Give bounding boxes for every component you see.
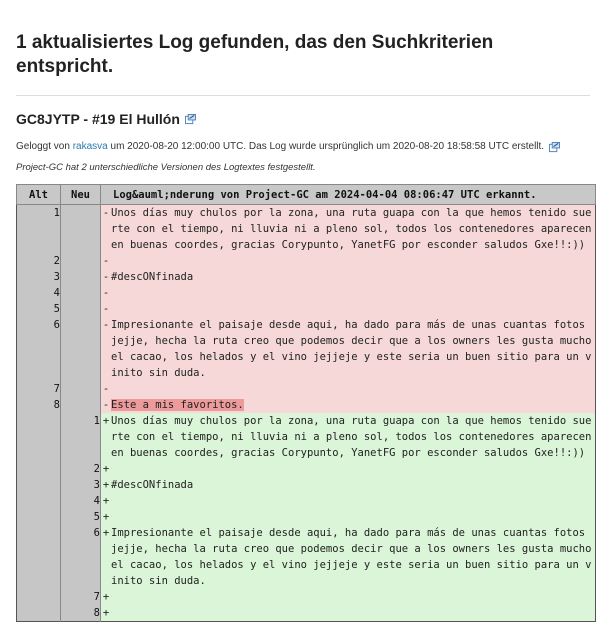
- removed-line-text: Unos días muy chulos por la zona, una ruta guapa con la que hemos tenido suerte con el tiempo, ni lluvia ni a pleno sol, todos los contenedores aparecen en buenas coordes, gracias Corypunto, YanetFG por esconder saludos Gxe!!:)): [111, 205, 596, 254]
- new-line-number: [61, 381, 101, 397]
- new-line-number: [61, 317, 101, 381]
- removed-marker: -: [101, 285, 112, 301]
- removed-line-text: [111, 285, 596, 301]
- added-line-text: [111, 605, 596, 622]
- diff-row: [17, 525, 596, 589]
- added-marker: +: [101, 525, 112, 589]
- diff-header-text: Log&auml;nderung von Project-GC am 2024-04-04 08:06:47 UTC erkannt.: [101, 185, 596, 205]
- version-note: Project-GC hat 2 unterschiedliche Versionen des Logtextes festgestellt.: [16, 162, 316, 173]
- removed-marker: -: [101, 397, 112, 413]
- meta-prefix: Geloggt von: [16, 141, 70, 152]
- removed-line-text: [111, 397, 596, 413]
- old-line-number: [17, 413, 61, 461]
- new-line-number: [61, 397, 101, 413]
- new-line-number: [61, 301, 101, 317]
- old-line-number: 7: [17, 381, 61, 397]
- old-line-number: 8: [17, 397, 61, 413]
- removed-line-text: [111, 301, 596, 317]
- added-line-text: Impresionante el paisaje desde aqui, ha dado para más de unas cuantas fotos jejje, hecha la ruta creo que podemos decir que a los owners les gusta mucho el cacao, los helados y el vino jejjeje y este seria un buen sitio para un vinito sin duda.: [111, 527, 598, 587]
- removed-line-text: #descONfinada: [111, 269, 596, 285]
- log-meta: [16, 140, 590, 154]
- diff-row: [17, 269, 596, 285]
- author-link[interactable]: rakasva: [72, 141, 108, 152]
- added-marker: +: [101, 477, 112, 493]
- diff-row: [17, 205, 596, 254]
- new-line-number: [61, 269, 101, 285]
- removed-line-text: [111, 381, 596, 397]
- external-link-icon[interactable]: [549, 142, 560, 153]
- diff-row: [17, 509, 596, 525]
- diff-row: [17, 381, 596, 397]
- diff-row: [17, 253, 596, 269]
- diff-row: [17, 397, 596, 413]
- added-marker: +: [101, 605, 112, 622]
- old-line-number: [17, 477, 61, 493]
- added-line-text: #descONfinada: [111, 477, 596, 493]
- new-line-number: 3: [61, 477, 101, 493]
- removed-marker: -: [101, 269, 112, 285]
- old-line-number: 4: [17, 285, 61, 301]
- new-line-number: 7: [61, 589, 101, 605]
- old-line-number: [17, 605, 61, 622]
- old-line-number: [17, 589, 61, 605]
- added-line-text: Unos días muy chulos por la zona, una ruta guapa con la que hemos tenido suerte con el tiempo, ni lluvia ni a pleno sol, todos los contenedores aparecen en buenas coordes, gracias Corypunto, YanetFG por esconder saludos Gxe!!:)): [111, 415, 598, 459]
- removed-marker: -: [101, 253, 112, 269]
- old-line-number: 5: [17, 301, 61, 317]
- old-line-number: 3: [17, 269, 61, 285]
- removed-marker: -: [101, 301, 112, 317]
- removed-marker: -: [101, 205, 112, 254]
- old-line-number: [17, 509, 61, 525]
- added-line-text: [111, 509, 596, 525]
- new-line-number: 2: [61, 461, 101, 477]
- diff-row: [17, 493, 596, 509]
- added-line-text: [111, 461, 596, 477]
- added-marker: +: [101, 509, 112, 525]
- old-line-number: 2: [17, 253, 61, 269]
- old-line-number: 6: [17, 317, 61, 381]
- new-line-number: [61, 205, 101, 254]
- new-line-number: [61, 285, 101, 301]
- diff-row: [17, 477, 596, 493]
- diff-row: [17, 285, 596, 301]
- new-line-number: 4: [61, 493, 101, 509]
- old-line-number: [17, 525, 61, 589]
- new-line-number: [61, 253, 101, 269]
- new-line-number: 6: [61, 525, 101, 589]
- external-link-icon[interactable]: [185, 114, 196, 125]
- added-line-text: [111, 493, 596, 509]
- col-old-header: Alt: [17, 185, 61, 205]
- old-line-number: [17, 493, 61, 509]
- divider: [16, 95, 590, 96]
- removed-line-text: [111, 253, 596, 269]
- diff-row: [17, 413, 596, 461]
- added-line-text: [111, 589, 596, 605]
- added-marker: +: [101, 413, 112, 461]
- removed-line-text: Impresionante el paisaje desde aqui, ha dado para más de unas cuantas fotos jejje, hecha la ruta creo que podemos decir que a los owners les gusta mucho el cacao, los helados y el vino jejjeje y este seria un buen sitio para un vinito sin duda.: [111, 319, 598, 379]
- removed-marker: -: [101, 317, 112, 381]
- cache-title: [16, 110, 590, 128]
- changed-text-highlight: Este a mis favoritos.: [111, 399, 244, 411]
- new-line-number: 8: [61, 605, 101, 622]
- diff-row: [17, 301, 596, 317]
- page-heading: 1 aktualisiertes Log gefunden, das den Suchkriterien entspricht.: [16, 32, 494, 77]
- added-marker: +: [101, 493, 112, 509]
- diff-row: [17, 605, 596, 622]
- added-marker: +: [101, 461, 112, 477]
- old-line-number: 1: [17, 205, 61, 254]
- diff-row: [17, 461, 596, 477]
- removed-marker: -: [101, 381, 112, 397]
- added-marker: +: [101, 589, 112, 605]
- old-line-number: [17, 461, 61, 477]
- new-line-number: 1: [61, 413, 101, 461]
- diff-row: [17, 589, 596, 605]
- diff-body: [17, 205, 596, 622]
- diff-row: [17, 317, 596, 381]
- col-new-header: Neu: [61, 185, 101, 205]
- new-line-number: 5: [61, 509, 101, 525]
- diff-header-row: [17, 185, 596, 205]
- cache-title-text: GC8JYTP - #19 El Hullón: [16, 111, 180, 127]
- meta-suffix: um 2020-08-20 12:00:00 UTC. Das Log wurde ursprünglich um 2020-08-20 18:58:58 UTC erstellt.: [110, 141, 545, 152]
- diff-table: [16, 184, 596, 622]
